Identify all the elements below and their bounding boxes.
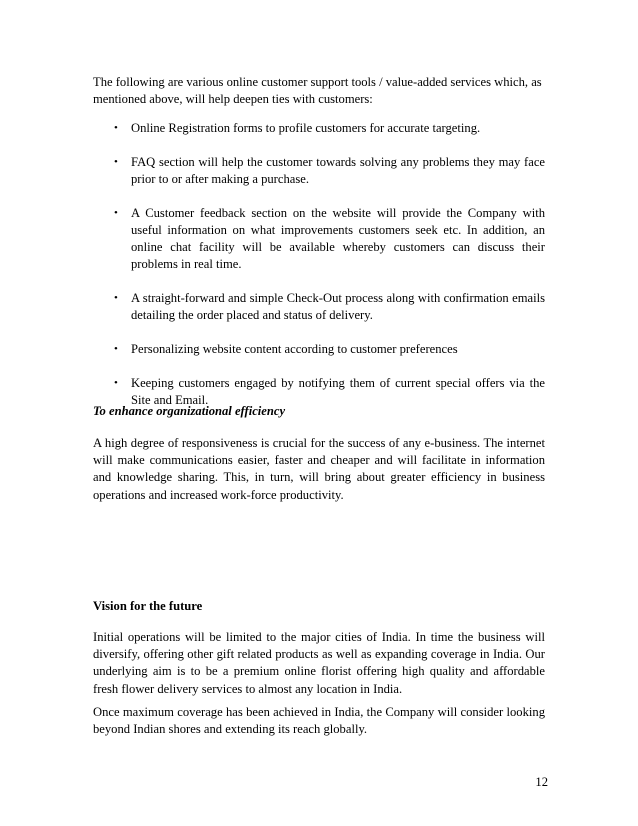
list-item: [93, 154, 545, 188]
vision-paragraph-2: Once maximum coverage has been achieved in India, the Company will consider looking beyond Indian shores and extending its reach globally.: [93, 705, 545, 737]
efficiency-paragraph: A high degree of responsiveness is crucial for the success of any e-business. The internet will make communications easier, faster and cheaper and will facilitate in information and knowledge sharing. This, in turn, will bring about greater efficiency in business operations and increased work-force productivity.: [93, 436, 545, 502]
bullet-icon: •: [114, 291, 118, 304]
list-item: [93, 290, 545, 324]
list-item: [93, 120, 545, 137]
vision-heading: Vision for the future: [93, 599, 203, 613]
intro-paragraph: The following are various online customer support tools / value-added services which, as mentioned above, will help deepen ties with customers:: [93, 75, 542, 107]
bullet-icon: •: [114, 206, 118, 219]
list-item-text: Personalizing website content according to customer preferences: [131, 341, 458, 356]
efficiency-heading: To enhance organizational efficiency: [93, 404, 286, 418]
list-item: [93, 205, 545, 274]
list-item-text: A straight-forward and simple Check-Out process along with confirmation emails detailing the order placed and status of delivery.: [131, 290, 545, 323]
bullet-icon: •: [114, 155, 118, 168]
bullet-icon: •: [114, 376, 118, 389]
bullet-icon: •: [114, 342, 118, 355]
services-bullet-list: [93, 120, 545, 425]
list-item: [93, 341, 545, 358]
page-number: 12: [535, 775, 548, 789]
list-item-text: Online Registration forms to profile customers for accurate targeting.: [131, 121, 481, 135]
vision-paragraph-1: Initial operations will be limited to the major cities of India. In time the business will diversify, offering other gift related products as well as expanding coverage in India. Our underlying aim is to be a premium online florist offering high quality and affordable fresh flower delivery services to almost any location in India.: [93, 630, 545, 696]
list-item-text: A Customer feedback section on the website will provide the Company with useful information on what improvements customers seek etc. In addition, an online chat facility will be available whereby customers can discuss their problems in real time.: [131, 205, 545, 272]
list-item-text: FAQ section will help the customer towards solving any problems they may face prior to or after making a purchase.: [131, 154, 545, 186]
bullet-icon: •: [114, 122, 118, 134]
list-item-text: Keeping customers engaged by notifying them of current special offers via the Site and Email.: [131, 375, 545, 407]
